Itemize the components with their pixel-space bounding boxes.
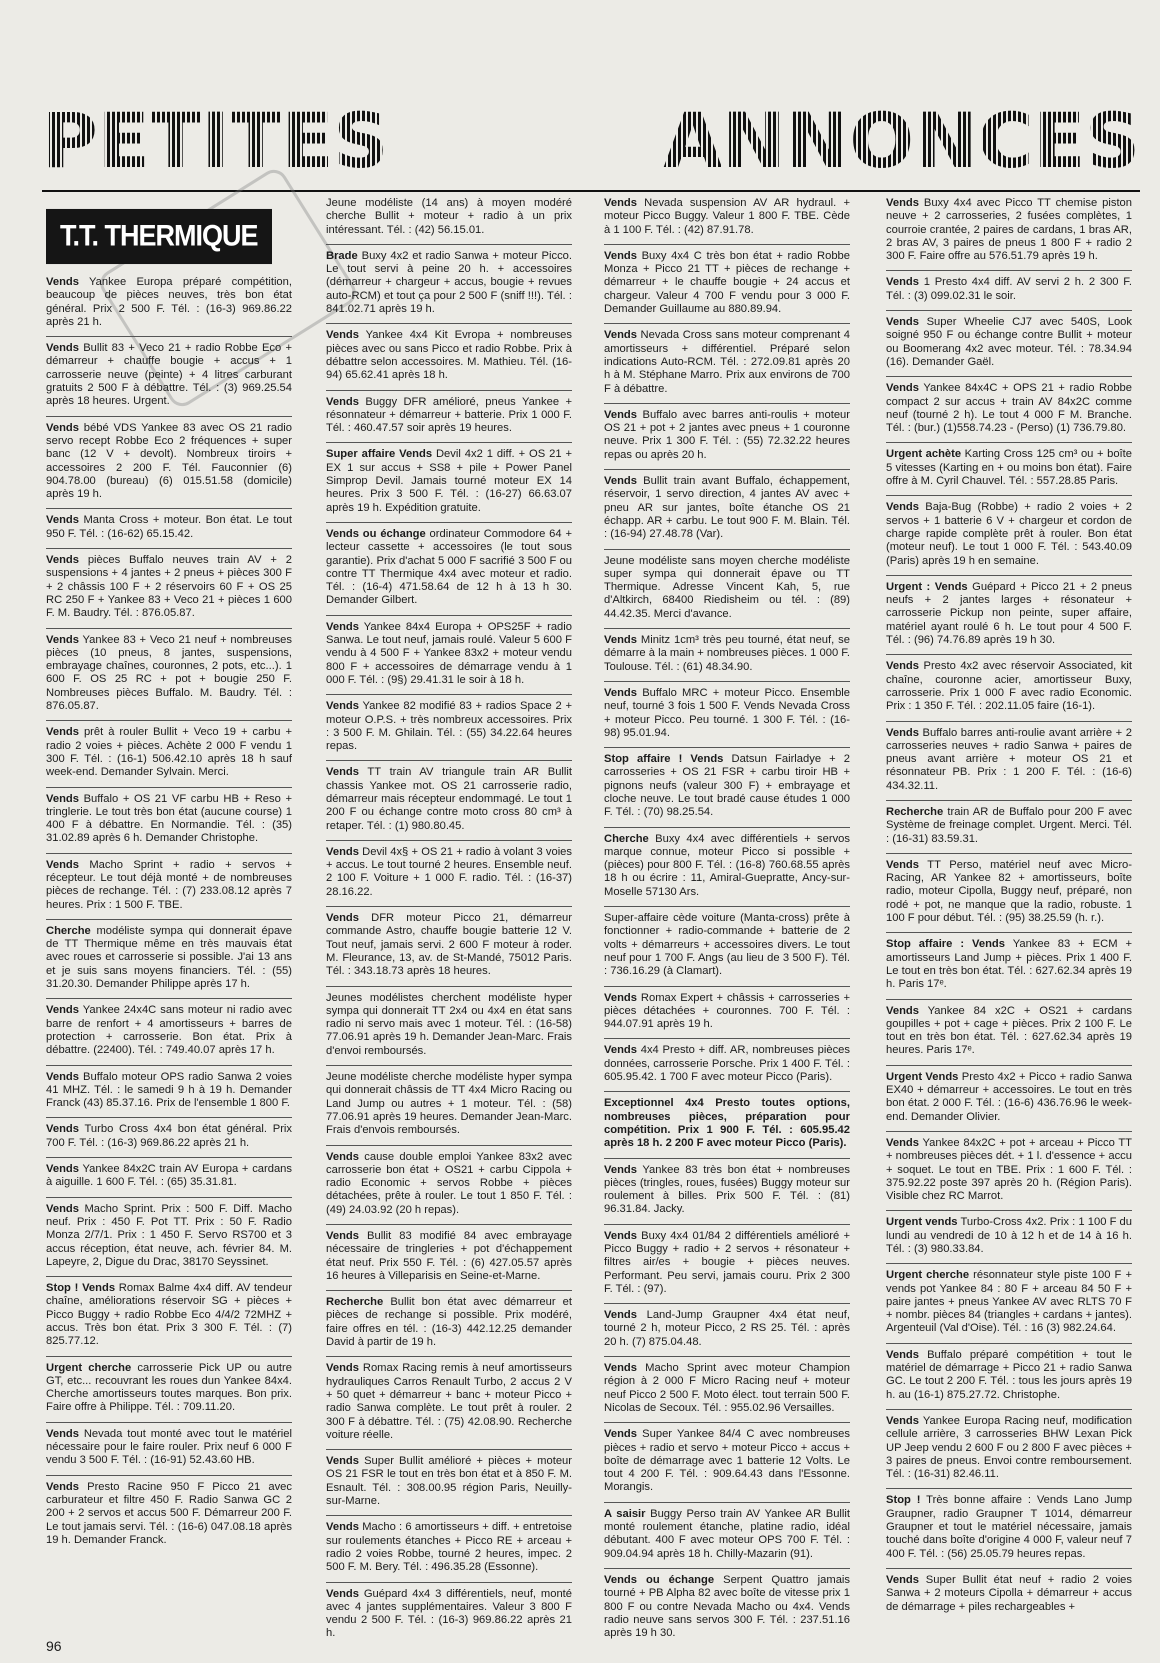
classified-ad xyxy=(46,1065,292,1111)
classified-ad xyxy=(604,1091,850,1150)
ad-text: Serpent Quattro jamais tourné + PB Alpha 82 avec boîte de vitesse prix 1 800 F ou contre Nevada Macho ou 4x4. Vends radio neuve sans servos 300 F. Tél. : 237.51.16 après 19 h 30. xyxy=(604,1573,850,1640)
classified-ad xyxy=(886,721,1132,793)
ad-lead: Vends xyxy=(46,726,79,739)
classified-ad xyxy=(326,522,572,608)
ad-lead: Vends xyxy=(326,700,359,713)
ad-lead: Vends xyxy=(46,792,79,805)
classified-ad xyxy=(46,508,292,541)
ad-text: train AR de Buffalo pour 200 F avec Système de freinage complet. Urgent. Merci. Tél. : (16-31) 83.59.31. xyxy=(886,805,1132,845)
ad-lead: Vends xyxy=(604,634,637,647)
ad-text: ordinateur Commodore 64 + lecteur cassette + accessoires (le tout sous garantie). Prix d'achat 5 000 F sacrifié 3 500 F ou contre TT Thermique 4x4 avec moteur et radio. Tél. : (16-4) 471.58.64 de 12 h à 13 h 30. Demander Gilbert. xyxy=(326,527,572,607)
classified-ad xyxy=(886,310,1132,369)
ad-text: Buffalo avec barres anti-roulis + moteur OS 21 + pot + 2 jantes avec pneus + 1 couronne neuve. Prix 1 300 F. Tél. : (55) 72.32.22 heures repas ou après 20 h. xyxy=(604,408,850,461)
ad-lead: Super affaire Vends xyxy=(326,448,433,461)
classified-ad xyxy=(886,575,1132,647)
ad-lead: Vends xyxy=(604,1163,637,1176)
classified-ad xyxy=(604,906,850,978)
classified-ad xyxy=(886,197,1132,263)
classified-ad xyxy=(886,495,1132,567)
classified-ad xyxy=(46,1157,292,1190)
classified-ad xyxy=(604,1303,850,1349)
classified-ad xyxy=(326,760,572,832)
ad-lead: Vends xyxy=(604,1309,637,1322)
ad-lead: Recherche xyxy=(886,805,944,818)
ad-lead: Vends xyxy=(886,726,919,739)
classified-ad xyxy=(886,1409,1132,1481)
ad-text: Datsun Fairladye + 2 carrosseries + OS 21 FSR + carbu tiroir HB + pignons neufs (valeur 300 F) + embrayage et cloche neuve. Le tout bradé cause études 1 000 F. Tél. : (70) 98.25.54. xyxy=(604,753,850,819)
classified-ad xyxy=(604,1422,850,1494)
classified-ad xyxy=(604,1568,850,1640)
ad-lead: Stop affaire : Vends xyxy=(886,938,1005,951)
ad-text: 1 Presto 4x4 diff. AV servi 2 h. 2 300 F. Tél. : (3) 099.02.31 le soir. xyxy=(886,276,1132,302)
classified-ad xyxy=(886,376,1132,435)
ad-lead: Vends xyxy=(604,1362,637,1375)
ad-text: Romax Balme 4x4 diff. AV tendeur chaîne, améliorations réservoir SG + pièces + Picco Buggy + radio Robbe Eco 4/4/2 72MHZ + accus. Très bon état. Prix 3 300 F. Tél. : (7) 825.77.12. xyxy=(46,1282,292,1348)
classified-ad xyxy=(326,1449,572,1508)
ad-text: Macho : 6 amortisseurs + diff. + entretoise sur roulements étanches + Picco RE + arceau + radio 2 voies Robbe, tourné 2 heures, impec. 2 500 F. M. Bery. Tél. : 496.35.28 (Essonne). xyxy=(326,1521,572,1574)
classified-ad xyxy=(604,403,850,462)
classified-ad xyxy=(886,1488,1132,1560)
ad-text: Minitz 1cm³ très peu tourné, état neuf, se démarre à la main + nombreuses pièces. 1 000 F. Toulouse. Tél. : (61) 48.34.90. xyxy=(604,634,850,673)
ad-text: résonnateur style piste 100 F + vends pot Yankee 84 : 80 F + arceau 84 50 F + paire jantes + pneus Yankee AV avec RLTS 70 F + nombr. pièces 84 (triangles + cardans + jantes). Argenteuil (Val d'Oise). Tél. : 16 (3) 982.24.64. xyxy=(886,1269,1132,1335)
ad-text: Karting Cross 125 cm³ ou + boîte 5 vitesses (Karting en + ou moins bon état). Faire offre à M. Cyril Chauvel. Tél. : 557.28.85 Paris. xyxy=(886,448,1132,488)
ad-text: Nevada Cross sans moteur comprenant 4 amortisseurs + différentiel. Préparé selon indications Auto-RCM. Tél. : 272.09.81 après 20 h à M. Stéphane Marro. Prix aux environs de 700 F à débattre. xyxy=(604,329,850,395)
ad-text: Buggy DFR amélioré, pneus Yankee + résonnateur + démarreur + batterie. Prix 1 000 F. Tél. : 460.47.57 soir après 19 heures. xyxy=(326,395,572,435)
ad-lead: Urgent : Vends xyxy=(886,580,968,593)
ad-lead: Vends xyxy=(46,1004,79,1017)
ad-lead: Vends xyxy=(886,1004,919,1017)
classified-ad xyxy=(604,1038,850,1084)
ad-lead: Brade xyxy=(326,249,358,262)
ad-text: Bullit train avant Buffalo, échappement, réservoir, 1 servo direction, 4 jantes AV avec + pneu AR sur jantes, boîte étanche OS 21 échapp. AR + carbu. Le tout 900 F. M. Blain. Tél. : (16-94) 27.48.78 (Var). xyxy=(604,475,850,541)
classified-ad xyxy=(604,1356,850,1415)
ad-text: TT train AV triangule train AR Bullit chassis Yankee mot. OS 21 carrosserie radio, démarreur mais récepteur endommagé. Le tout 1 200 F ou échange contre moto cross 80 cm³ à retaper. Tél. : (1) 980.80.45. xyxy=(326,766,572,832)
ad-lead: Vends xyxy=(604,991,637,1004)
classified-ad xyxy=(326,244,572,316)
ad-text: Baja-Bug (Robbe) + radio 2 voies + 2 servos + 1 batterie 6 V + chargeur et cordon de charge rapide complète prêt à rouler. Bon état (moteur neuf). Le tout 1 000 F. Tél. : 543.40.09 (Paris) après 19 h en semaine. xyxy=(886,501,1132,567)
ad-lead: Vends xyxy=(604,1044,637,1057)
ad-text: Macho Sprint + radio + servos + récepteur. Le tout déjà monté + de nombreuses pièces de rechange. Tél. : (7) 233.08.12 après 7 heures. Prix : 1 500 F. TBE. xyxy=(46,858,292,911)
classified-ad xyxy=(46,336,292,408)
ad-text: Guépard + Picco 21 + 2 pneus neufs + 2 jantes larges + résonateur + carrosserie Pickup non peinte, super affaire, matériel ayant roulé 6 h. Le tout pour 4 500 F. Tél. : (96) 74.76.89 après 19 h 30. xyxy=(886,580,1132,647)
classified-ad xyxy=(326,1582,572,1641)
classified-ad xyxy=(886,1131,1132,1203)
ad-text: Buffalo barres anti-roulie avant arrière + 2 carrosseries neuves + radio Sanwa + paires de pneus avant arrière + moteur OS 21 et résonnateur PB. Prix : 1 200 F. Tél. : (16-6) 434.32.11. xyxy=(886,726,1132,792)
ad-text: Très bonne affaire : Vends Lano Jump Graupner, radio Graupner T 1014, démarreur Graupner et tout le matériel nécessaire, jamais touché dans boîte d'origine 4 000 F, valeur neuf 7 400 F. Tél. : (56) 25.05.79 heures repas. xyxy=(886,1494,1132,1560)
classified-ad xyxy=(604,827,850,899)
section-heading: T.T. THERMIQUE xyxy=(46,209,272,264)
ad-lead: Vends xyxy=(326,620,359,633)
classified-ad xyxy=(46,1117,292,1150)
ad-lead: Stop ! Vends xyxy=(46,1282,116,1295)
ad-text: Yankee Europa Racing neuf, modification cellule arrière, 3 carrosseries BHW Lexan Pick UP Jeep vendu 2 600 F ou 2 800 F avec pièces + 3 paires de pneus. Envoi contre remboursement. Tél. : (16-31) 82.46.11. xyxy=(886,1414,1132,1481)
ad-lead: Vends xyxy=(46,514,79,527)
ad-text: carrosserie Pick UP ou autre GT, etc... recouvrant les roues dun Yankee 84x4. Cherche amortisseurs toutes marques. Bon prix. Faire offre à Philippe. Tél. : 709.11.20. xyxy=(46,1361,292,1414)
classified-ad xyxy=(604,244,850,316)
ad-text: Devil 4x§ + OS 21 + radio à volant 3 voies + accus. Le tout tourné 2 heures. Ensemble neuf. 2 100 F. Voiture + 1 000 F. radio. Tél. : (16-37) 28.16.22. xyxy=(326,845,572,898)
ad-text: Bullit 83 + Veco 21 + radio Robbe Eco + démarreur + chauffe bougie + accus + 1 carrosserie neuve (peinte) + 4 litres carburant gratuits 2 500 F à débattre. Tél. : (3) 969.25.54 après 18 heures. Urgent. xyxy=(46,342,292,408)
ad-text: Buxy 4x4 avec différentiels + servos marque connue, moteur Picco si possible + (pièces) pour 800 F. Tél. : (16-8) 760.68.55 après 18 h ou écrire : 11, Amiral-Guepratte, Ancy-sur-Moselle 57130 Ars. xyxy=(604,832,850,898)
classified-ad xyxy=(886,1343,1132,1402)
classified-ad xyxy=(46,720,292,779)
ad-lead: Vends xyxy=(326,845,359,858)
ad-text: prêt à rouler Bullit + Veco 19 + carbu + radio 2 voies + pièces. Achète 2 000 F vendu 1 300 F. Tél. : (16-1) 506.42.10 après 18 h sauf week-end. Demander Sylvain. Merci. xyxy=(46,726,292,779)
ad-text: Yankee 83 + Veco 21 neuf + nombreuses pièces (10 pneus, 8 jantes, suspensions, embrayage chaînes, couronnes, 2 pots, etc...). 1 600 F. OS 25 RC + pot + bougie 250 F. Nombreuses pièces Buffalo. M. Baudry. Tél. : 876.05.87. xyxy=(46,633,292,713)
ad-lead: Stop ! xyxy=(886,1494,921,1507)
ad-lead: Urgent cherche xyxy=(886,1269,970,1282)
ad-lead: Vends xyxy=(604,475,637,488)
masthead-word: ANNONCES xyxy=(663,96,1140,185)
ad-text: Yankee 83 très bon état + nombreuses pièces (tringles, roues, fusées) Buggy moteur sur roulement à billes. Prix 500 F. Tél. : (81) 96.31.84. Jacky. xyxy=(604,1163,850,1216)
ad-text: Buffalo + OS 21 VF carbu HB + Reso + tringlerie. Le tout très bon état (aucune course) 1 400 F à débattre. En Normandie. Tél. : (35) 31.02.89 après 6 h. Demander Christophe. xyxy=(46,792,292,845)
ad-lead: Stop affaire ! Vends xyxy=(604,753,724,766)
classified-ad xyxy=(886,654,1132,713)
ad-lead: Vends xyxy=(886,858,919,871)
ad-lead: Cherche xyxy=(46,924,91,937)
ad-text: cause double emploi Yankee 83x2 avec carrosserie bon état + OS21 + carbu Cippola + radio Economic + servos Robbe + pièces détachées, prête à rouler. Le tout 1 850 F. Tél. : (49) 24.03.92 (20 h repas). xyxy=(326,1150,572,1216)
ad-lead: Vends xyxy=(326,395,359,408)
classified-ad xyxy=(46,1356,292,1415)
classified-ad xyxy=(326,323,572,382)
classified-ad xyxy=(604,681,850,740)
column-4 xyxy=(886,197,1132,1621)
ad-lead: Vends xyxy=(46,633,79,646)
classified-ad xyxy=(326,615,572,687)
ad-text: Nevada tout monté avec tout le matériel nécessaire pour le faire rouler. Prix neuf 6 000 F vendu 3 500 F. Tél. : (16-91) 52.43.60 HB. xyxy=(46,1427,292,1467)
ad-text: Romax Racing remis à neuf amortisseurs hydrauliques Carros Renault Turbo, 2 accus 2 V + 50 quet + démarreur + banc + moteur Picco + radio Sanwa complète. Le tout prêt à rouler. 2 300 F à débattre. Tél. : (75) 42.08.90. Recherche voiture réelle. xyxy=(326,1362,572,1441)
classified-ad xyxy=(604,197,850,237)
ad-text: Presto 4x2 avec réservoir Associated, kit chaîne, couronne acier, amortisseur Buxy, carrosserie. Prix 1 000 F avec radio Economic. Prix : 1 350 F. Tél. : 202.11.05 faire (16-1). xyxy=(886,660,1132,713)
ad-lead: Vends xyxy=(604,1428,637,1441)
ad-text: Super Yankee 84/4 C avec nombreuses pièces + radio et servo + moteur Picco + accus + boîte de démarrage avec 1 batterie 12 Volts. Le tout 4 200 F. Tél. : 909.64.43 dans l'Essonne. Morangis. xyxy=(604,1428,850,1494)
classified-ad xyxy=(604,747,850,819)
ad-lead: Vends xyxy=(604,408,637,421)
ad-lead: Vends xyxy=(886,1414,919,1427)
ad-lead: Recherche xyxy=(326,1296,384,1309)
classified-ad xyxy=(886,932,1132,991)
ad-lead: Urgent achète xyxy=(886,448,962,461)
ad-lead: Vends xyxy=(886,276,919,289)
ad-lead: Vends xyxy=(46,1163,79,1176)
ad-lead: Vends xyxy=(46,342,79,355)
ad-text: Nevada suspension AV AR hydraul. + moteur Picco Buggy. Valeur 1 800 F. TBE. Cède à 1 100 F. Tél. : (42) 87.91.78. xyxy=(604,197,850,236)
ad-lead: Vends xyxy=(46,1123,79,1136)
ad-text: Super Wheelie CJ7 avec 540S, Look soigné 950 F ou échange contre Bullit + moteur ou Boomerang 4x2 avec moteur. Tél. : 78.34.94 (16). Demander Gaël. xyxy=(886,316,1132,368)
ad-text: Buxy 4x2 et radio Sanwa + moteur Picco. Le tout servi à peine 20 h. + accessoires (démarreur + chargeur + accus, bougie + revues auto-RCM) et tout ça pour 2 500 F (sniff !!!). Tél. : 841.02.71 après 19 h. xyxy=(326,249,572,316)
column-3 xyxy=(604,197,850,1647)
classified-ad xyxy=(326,694,572,753)
classified-ad xyxy=(46,548,292,620)
classified-ad xyxy=(46,276,292,329)
ad-text: pièces Buffalo neuves train AV + 2 suspensions + 4 jantes + 2 pneus + pièces 300 F + 2 châssis 100 F + 2 réservoirs 60 F + OS 25 RC 250 F + Yankee 83 + Veco 21 + pièces 1 600 F. M. Baudry. Tél. : 876.05.87. xyxy=(46,554,292,620)
ad-text: Yankee 4x4 Kit Evropa + nombreuses pièces avec ou sans Picco et radio Robbe. Prix à débattre selon accessoires. M. Mathieu. Tél. (16-94) 65.62.41 après 18 h. xyxy=(326,329,572,382)
classified-ad xyxy=(326,197,572,237)
ad-lead: Vends xyxy=(886,197,919,209)
classified-ad xyxy=(604,549,850,621)
ad-lead: Urgent Vends xyxy=(886,1070,959,1083)
classified-ad xyxy=(604,628,850,674)
classified-ad xyxy=(326,1290,572,1349)
ad-lead: Vends xyxy=(46,1427,79,1440)
classified-ad xyxy=(886,999,1132,1058)
classified-ad xyxy=(604,323,850,395)
ad-text: Super-affaire cède voiture (Manta-cross) prête à fonctionner + radio-commande + batterie de 2 volts + démarreurs + accessoires divers. Le tout neuf pour 1 700 F. Angs (au lieu de 3 500 F). Tél. : 736.16.29 (à Clamart). xyxy=(604,912,850,978)
classified-ad xyxy=(326,1145,572,1217)
page-number: 96 xyxy=(46,1638,62,1654)
ad-lead: Vends xyxy=(326,1587,359,1600)
ad-lead: Vends xyxy=(326,1230,359,1242)
classified-ad xyxy=(326,986,572,1058)
classified-ad xyxy=(886,442,1132,488)
ad-text: Buggy Perso train AV Yankee AR Bullit monté roulement étanche, platine radio, idéal débutant. 400 F avec moteur OPS 700 F. Tél. : 909.04.94 après 18 h. Chilly-Mazarin (91). xyxy=(604,1507,850,1560)
classified-ad xyxy=(326,1065,572,1137)
ad-text: Bullit 83 modifié 84 avec embrayage nécessaire de tringleries + pot d'échappement état neuf. Prix 550 F. Tél. : (6) 427.05.57 après 16 heures à Villeparisis en Seine-et-Marne. xyxy=(326,1230,572,1282)
ad-text: Macho Sprint. Prix : 500 F. Diff. Macho neuf. Prix : 450 F. Pot TT. Prix : 50 F. Radio Monza 2/7/1. Prix : 1 450 F. Servo RS700 et 3 accus réception, état neuve, ach. février 84. M. Lapeyre, 2, Digue du Drac, 38170 Seyssinet. xyxy=(46,1202,292,1268)
ad-text: Buxy 4x4 C très bon état + radio Robbe Monza + Picco 21 TT + pièces de rechange + démarreur + le chauffe bougie + 24 accus et chargeur. Valeur 4 700 F vendu pour 3 000 F. Demander Guillaume au 880.89.94. xyxy=(604,249,850,316)
ad-lead: Vends xyxy=(886,382,919,395)
classified-ad xyxy=(604,1158,850,1217)
ad-text: Yankee 83 + ECM + amortisseurs Land Jump + pièces. Prix 1 400 F. Le tout en très bon état. Tél. : 627.62.34 après 19 h. Paris 17ᵉ. xyxy=(886,938,1132,991)
ad-lead: Vends xyxy=(604,197,637,209)
ad-text: Jeunes modélistes cherchent modéliste hyper sympa qui donnerait TT 2x4 ou 4x4 en état sans radio ni servo mais avec 1 moteur. Tél. : (16-58) 77.06.91 après 19 h. Demander Jean-Marc. Frais d'envoi remboursés. xyxy=(326,991,572,1057)
classified-ad xyxy=(46,1197,292,1269)
ad-lead: Vends ou échange xyxy=(604,1573,715,1586)
classified-ad xyxy=(886,853,1132,925)
ad-text: Jeune modéliste (14 ans) à moyen modéré cherche Bullit + moteur + radio à un prix intéressant. Tél. : (42) 56.15.01. xyxy=(326,197,572,236)
classified-ad xyxy=(886,1568,1132,1614)
classified-ad xyxy=(46,1475,292,1547)
ad-lead: Vends xyxy=(46,1202,79,1215)
ad-lead: Vends ou échange xyxy=(326,527,426,540)
ad-lead: Vends xyxy=(326,1362,359,1375)
ad-text: TT Perso, matériel neuf avec Micro-Racing, AR Yankee 82 + amortisseurs, boîte radio, moteur Cipolla, Buggy neuf, préparé, non rodé + pot, ne manque que la radio, robuste. 1 100 F pour début. Tél. : (95) 38.25.59 (h. r.). xyxy=(886,858,1132,925)
classified-ad xyxy=(46,628,292,714)
ad-text: 4x4 Presto + diff. AR, nombreuses pièces données, carrosserie Porsche. Prix 1 400 F. Tél. : 605.95.42. 1 700 F avec moteur Picco (Paris). xyxy=(604,1044,850,1084)
ad-lead: Vends xyxy=(46,421,79,434)
ad-lead: A saisir xyxy=(604,1507,646,1520)
ad-text: Presto 4x2 + Picco + radio Sanwa EX40 + démarreur + accessoires. Le tout en très bon état. 2 000 F. Tél. : (16-6) 436.76.96 le week-end. Demander Olivier. xyxy=(886,1070,1132,1123)
ad-text: Guépard 4x4 3 différentiels, neuf, monté avec 4 jantes supplémentaires. Valeur 3 800 F vendu 2 500 F. Tél. : (16-3) 969.86.22 après 21 h. xyxy=(326,1587,572,1640)
ad-text: Devil 4x2 1 diff. + OS 21 + EX 1 sur accus + SS8 + pile + Power Panel Simprop Devil. Jamais tourné moteur EX 14 heures. Prix 3 500 F. Tél. : (16-27) 66.63.07 après 19 h. Expédition gratuite. xyxy=(326,448,572,514)
masthead-title xyxy=(42,95,1140,187)
ad-text: Buffalo moteur OPS radio Sanwa 2 voies 41 MHZ. Tél. : le samedi 9 h à 19 h. Demander Franck (43) 85.37.16. Prix de l'ensemble 1 800 F. xyxy=(46,1070,292,1110)
ad-text: Yankee 24x4C sans moteur ni radio avec barre de renfort + 4 amortisseurs + barres de protection + carrosserie. Bon état. Prix à débattre. (22400). Tél. : 749.40.07 après 17 h. xyxy=(46,1004,292,1057)
ad-text: Yankee 84x2C train AV Europa + cardans à aiguille. 1 600 F. Tél. : (65) 35.31.81. xyxy=(46,1163,292,1189)
ad-lead: Urgent vends xyxy=(886,1216,958,1229)
classified-ad xyxy=(46,1276,292,1348)
classified-ad xyxy=(46,919,292,991)
column-2 xyxy=(326,197,572,1648)
classified-ad xyxy=(326,1356,572,1442)
masthead-word: PETITES xyxy=(42,96,389,185)
classified-ad xyxy=(326,1515,572,1574)
ad-text: Turbo-Cross 4x2. Prix : 1 100 F du lundi au vendredi de 10 à 12 h et de 14 à 16 h. Tél. : (3) 980.33.84. xyxy=(886,1216,1132,1255)
classified-ad xyxy=(886,800,1132,846)
ad-lead: Vends xyxy=(886,316,919,329)
ad-text: Land-Jump Graupner 4x4 état neuf, tourné 2 h, moteur Picco, 2 RS 25. Tél. : après 20 h. (7) 875.04.48. xyxy=(604,1309,850,1348)
classified-ad xyxy=(886,1210,1132,1256)
classified-ad xyxy=(604,469,850,541)
ad-text: Yankee 82 modifié 83 + radios Space 2 + moteur O.P.S. + très nombreux accessoires. Prix : 3 500 F. M. Ghilain. Tél. : (55) 34.22.64 heures repas. xyxy=(326,700,572,753)
ad-lead: Urgent cherche xyxy=(46,1361,132,1374)
ad-lead: Vends xyxy=(46,554,79,567)
classified-ad xyxy=(326,840,572,899)
ad-text: Jeune modéliste sans moyen cherche modéliste super sympa qui donnerait épave ou TT Thermique. Adresse Vincent Kah, 5, rue d'Altkirch, 68400 Riedisheim ou tél. : (89) 44.42.35. Merci d'avance. xyxy=(604,554,850,620)
ad-text: Buxy 4x4 01/84 2 différentiels amélioré + Picco Buggy + radio + 2 servos + résonateur + filtres air/es + bougie + pièces neuves. Performant. Peu servi, jamais couru. Prix 2 300 F. Tél. : (97). xyxy=(604,1229,850,1295)
ad-text: bébé VDS Yankee 83 avec OS 21 radio servo recept Robbe Eco 2 fréquences + super banc (12 V + devolt). Nombreux tiroirs + accessoires 2 200 F. Tél. Fauconnier (6) 904.78.00 (bureau) (6) 015.51.58 (domicile) après 19 h. xyxy=(46,421,292,501)
ad-lead: Vends xyxy=(604,249,637,262)
ad-lead: Vends xyxy=(886,1136,919,1149)
ad-lead: Vends xyxy=(326,1521,359,1534)
classified-ad xyxy=(604,1224,850,1296)
ad-lead: Vends xyxy=(886,1573,919,1586)
ad-text: DFR moteur Picco 21, démarreur commande Astro, chauffe bougie batterie 12 V. Tout neuf, jamais servi. 2 600 F moteur à roder. M. Fleurance, 13, av. de St-Mandé, 75012 Paris. Tél. : 343.18.73 après 18 heures. xyxy=(326,912,572,978)
classified-ad xyxy=(326,1224,572,1283)
ad-lead: Vends xyxy=(886,1348,919,1361)
classified-ad xyxy=(46,998,292,1057)
ad-lead: Vends xyxy=(886,660,919,673)
ad-text: Super Bullit état neuf + radio 2 voies Sanwa + 2 moteurs Cipolla + démarreur + accus de démarrage + piles rechargeables + xyxy=(886,1573,1132,1613)
classified-ad xyxy=(326,442,572,514)
masthead-rule xyxy=(42,190,1140,192)
classified-ad xyxy=(46,416,292,502)
ad-lead: Vends xyxy=(604,1229,637,1242)
ad-lead: Vends xyxy=(604,686,637,699)
ad-text: Yankee 84x4C + OPS 21 + radio Robbe compact 2 sur accus + train AV 84x2C comme neuf (tourné 2 h). Le tout 4 000 F M. Branche. Tél. : (bur.) (1)558.74.23 - (Perso) (1) 736.79.80. xyxy=(886,382,1132,435)
ad-text: Turbo Cross 4x4 bon état général. Prix 700 F. Tél. : (16-3) 969.86.22 après 21 h. xyxy=(46,1123,292,1149)
ad-text: Presto Racine 950 F Picco 21 avec carburateur et filtre 450 F. Radio Sanwa GC 2 200 + 2 servos et accus 500 F. Démarreur 200 F. Le tout jamais servi. Tél. : (16-6) 047.08.18 après 19 h. Demander Franck. xyxy=(46,1480,292,1546)
ad-lead: Vends xyxy=(46,858,79,871)
ad-lead: Vends xyxy=(46,1480,79,1493)
classified-ad xyxy=(886,270,1132,303)
ad-lead: Vends xyxy=(46,1070,79,1083)
column-1 xyxy=(46,197,292,1554)
classified-ad xyxy=(326,390,572,436)
ad-text: Yankee 84x4 Europa + OPS25F + radio Sanwa. Le tout neuf, jamais roulé. Valeur 5 600 F vendu à 4 500 F + Yankee 83x2 + moteur vendu 800 F + accessoires de démarrage vendu à 1 000 F. Tél. : (9§) 29.41.31 le soir à 18 h. xyxy=(326,620,572,686)
classified-ad xyxy=(886,1263,1132,1335)
ad-text: Jeune modéliste cherche modéliste hyper sympa qui donnerait châssis de TT 4x4 Micro Racing ou Land Jump ou autres + 1 moteur. Tél. : (58) 77.06.91 après 19 heures. Demander Jean-Marc. Frais d'envois remboursés. xyxy=(326,1071,572,1137)
classified-ad xyxy=(604,1502,850,1561)
ad-text: Manta Cross + moteur. Bon état. Le tout 950 F. Tél. : (16-62) 65.15.42. xyxy=(46,514,292,540)
ad-lead: Vends xyxy=(46,276,79,288)
ad-lead: Vends xyxy=(326,1150,359,1163)
classified-ad xyxy=(46,787,292,846)
classified-ad xyxy=(46,1422,292,1468)
ad-lead: Vends xyxy=(886,501,919,514)
ad-lead: Vends xyxy=(326,329,359,342)
ad-lead: Vends xyxy=(326,1455,359,1468)
ad-text: Yankee 84x2C + pot + arceau + Picco TT + nombreuses pièces dét. + 1 l. d'essence + accu + soquet. Le tout en TBE. Prix : 1 600 F. Tél. : 375.92.22 poste 397 après 20 h. (Région Paris). Visible chez RC Marrot. xyxy=(886,1136,1132,1203)
ad-text: Romax Expert + châssis + carrosseries + pièces détachées + couronnes. 700 F. Tél. : 944.07.91 après 19 h. xyxy=(604,991,850,1031)
ad-text: Buxy 4x4 avec Picco TT chemise piston neuve + 2 carrosseries, 2 fusées complètes, 1 courroie crantée, 2 paires de cardans, 1 bras AR, 2 bras AV, 3 paires de pneus 1 800 F + radio 2 300 F. Faire offre au 576.51.79 après 19 h. xyxy=(886,197,1132,263)
ad-text: Bullit bon état avec démarreur et pièces de rechange si possible. Prix modéré, faire offres en tél. : (16-3) 442.12.25 demander David à partir de 19 h. xyxy=(326,1296,572,1349)
ad-text: Exceptionnel 4x4 Presto toutes options, nombreuses pièces, préparation pour compétition. Prix 1 900 F. Tél. : 605.95.42 après 18 h. 2 200 F avec moteur Picco (Paris). xyxy=(604,1097,850,1150)
ad-text: Super Bullit amélioré + pièces + moteur OS 21 FSR le tout en très bon état et à 850 F. M. Esnault. Tél. : 308.00.95 région Paris, Neuilly-sur-Marne. xyxy=(326,1455,572,1508)
ad-text: Yankee Europa préparé compétition, beaucoup de pièces neuves, très bon état général. Prix 2 500 F. Tél. : (16-3) 969.86.22 après 21 h. xyxy=(46,276,292,328)
ad-lead: Cherche xyxy=(604,832,649,845)
ad-text: Buffalo préparé compétition + tout le matériel de démarrage + Picco 21 + radio Sanwa GC. Le tout 2 200 F. Tél. : tous les jours après 19 h. au (16-1) 875.27.72. Christophe. xyxy=(886,1348,1132,1401)
classified-ad xyxy=(46,853,292,912)
ad-text: Yankee 84 x2C + OS21 + cardans goupilles + pot + cage + pièces. Prix 2 100 F. Le tout en très bon état. Tél. : 627.62.34 après 19 heures. Paris 17ᵉ. xyxy=(886,1004,1132,1057)
classified-ad xyxy=(886,1065,1132,1124)
ad-lead: Vends xyxy=(604,329,637,342)
ad-lead: Vends xyxy=(326,912,359,925)
ad-text: Macho Sprint avec moteur Champion région à 2 000 F Micro Racing neuf + moteur neuf Picco 2 500 F. Moto élect. tout terrain 500 F. Nicolas de Secoux. Tél. : 955.02.96 Versailles. xyxy=(604,1362,850,1414)
ad-lead: Vends xyxy=(326,766,359,779)
classified-ad xyxy=(326,906,572,978)
ad-text: modéliste sympa qui donnerait épave de TT Thermique même en très mauvais état avec roues et carrosserie si possible. J'ai 13 ans et je suis sans moyens financiers. Tél. : (55) 31.20.30. Demander Philippe après 17 h. xyxy=(46,924,292,991)
ad-text: Buffalo MRC + moteur Picco. Ensemble neuf, tourné 3 fois 1 500 F. Vends Nevada Cross + moteur Picco. Peu tourné. 1 300 F. Tél. : (16-98) 95.01.94. xyxy=(604,686,850,739)
classified-ad xyxy=(604,986,850,1032)
